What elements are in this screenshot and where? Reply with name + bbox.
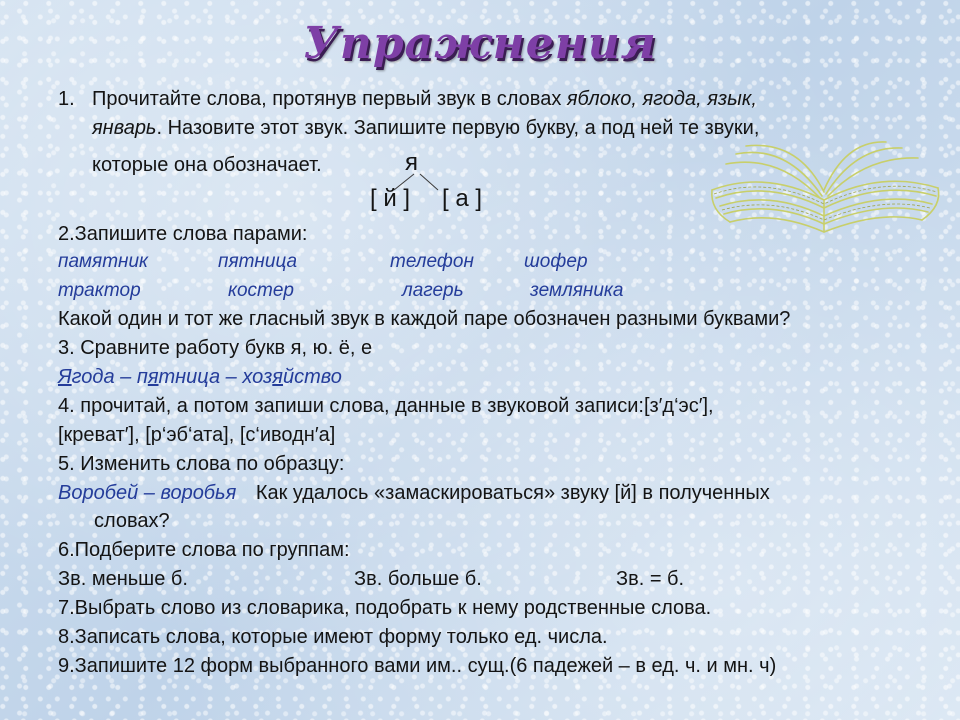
ex2-word: шофер xyxy=(524,251,588,272)
ex3-heading: 3. Сравните работу букв я, ю. ё, е xyxy=(58,337,373,359)
ex1-line1-text: Прочитайте слова, протянув первый звук в словах xyxy=(92,88,567,110)
ex9-text: 9.Запишите 12 форм выбранного вами им.. сущ.(6 падежей – в ед. ч. и мн. ч) xyxy=(58,655,777,677)
ex1-sound-a xyxy=(442,185,482,213)
ex1-line2-text: . Назовите этот звук. Запишите первую букву, а под ней те звуки, xyxy=(156,117,760,139)
ex1-line3: которые она обозначает. xyxy=(92,154,322,176)
ex6-group-equal: Зв. = б. xyxy=(616,568,685,590)
ex3-underlined-letter: я xyxy=(147,366,159,388)
ex3-text: года – п xyxy=(71,366,148,388)
ex5-line xyxy=(58,481,770,505)
ex1-line1 xyxy=(92,87,757,111)
ex1-sound-j xyxy=(370,185,410,213)
ex3-underlined-letter: я xyxy=(272,366,283,388)
ex1-line2-word: январь xyxy=(92,117,157,139)
ex2-word: костер xyxy=(228,280,294,301)
ex5-question: Как удалось «замаскироваться» звуку [й] в полученных xyxy=(255,482,770,504)
ex5-heading: 5. Изменить слова по образцу: xyxy=(58,453,345,475)
ex3-text: йство xyxy=(282,366,342,388)
ex6-group-more: Зв. больше б. xyxy=(354,568,482,590)
ex6-heading: 6.Подберите слова по группам: xyxy=(58,539,350,561)
open-book-icon xyxy=(706,140,946,240)
ex1-sound-j-text: [ й ] xyxy=(370,185,411,212)
ex2-question: Какой один и тот же гласный звук в каждой паре обозначен разными буквами? xyxy=(58,308,791,330)
ex4-line2: [креват′], [р‘эб‘ата], [с‘иводн′а] xyxy=(58,424,336,446)
ex1-number: 1. xyxy=(58,88,75,110)
ex2-word: трактор xyxy=(58,280,141,301)
ex8-text: 8.Записать слова, которые имеют форму только ед. числа. xyxy=(58,626,608,648)
ex2-word: земляника xyxy=(530,280,624,301)
ex7-text: 7.Выбрать слово из словарика, подобрать к нему родственные слова. xyxy=(58,597,712,619)
ex2-word: пятница xyxy=(218,251,298,272)
ex4-heading: 4. прочитай, а потом запиши слова, данные в звуковой записи:[з′д‘эс′], xyxy=(58,395,714,417)
ex5-question-cont: словах? xyxy=(94,510,170,532)
ex3-underlined-letter: Я xyxy=(58,366,72,388)
ex2-word: памятник xyxy=(58,251,149,272)
ex3-text: тница – хоз xyxy=(158,366,273,388)
ex3-example xyxy=(58,365,342,389)
ex1-sound-a-text: [ а ] xyxy=(442,185,483,212)
ex2-word: лагерь xyxy=(402,280,464,301)
ex5-example: Воробей – воробья xyxy=(58,482,237,504)
ex2-heading: 2.Запишите слова парами: xyxy=(58,223,308,245)
ex1-line1-words: яблоко, ягода, язык, xyxy=(566,88,757,110)
ex2-word: телефон xyxy=(390,251,474,272)
ex6-group-less: Зв. меньше б. xyxy=(58,568,188,590)
ex1-line2 xyxy=(92,116,759,140)
ex1-letter: я xyxy=(405,149,418,176)
page-title: Упражнения xyxy=(303,18,657,69)
